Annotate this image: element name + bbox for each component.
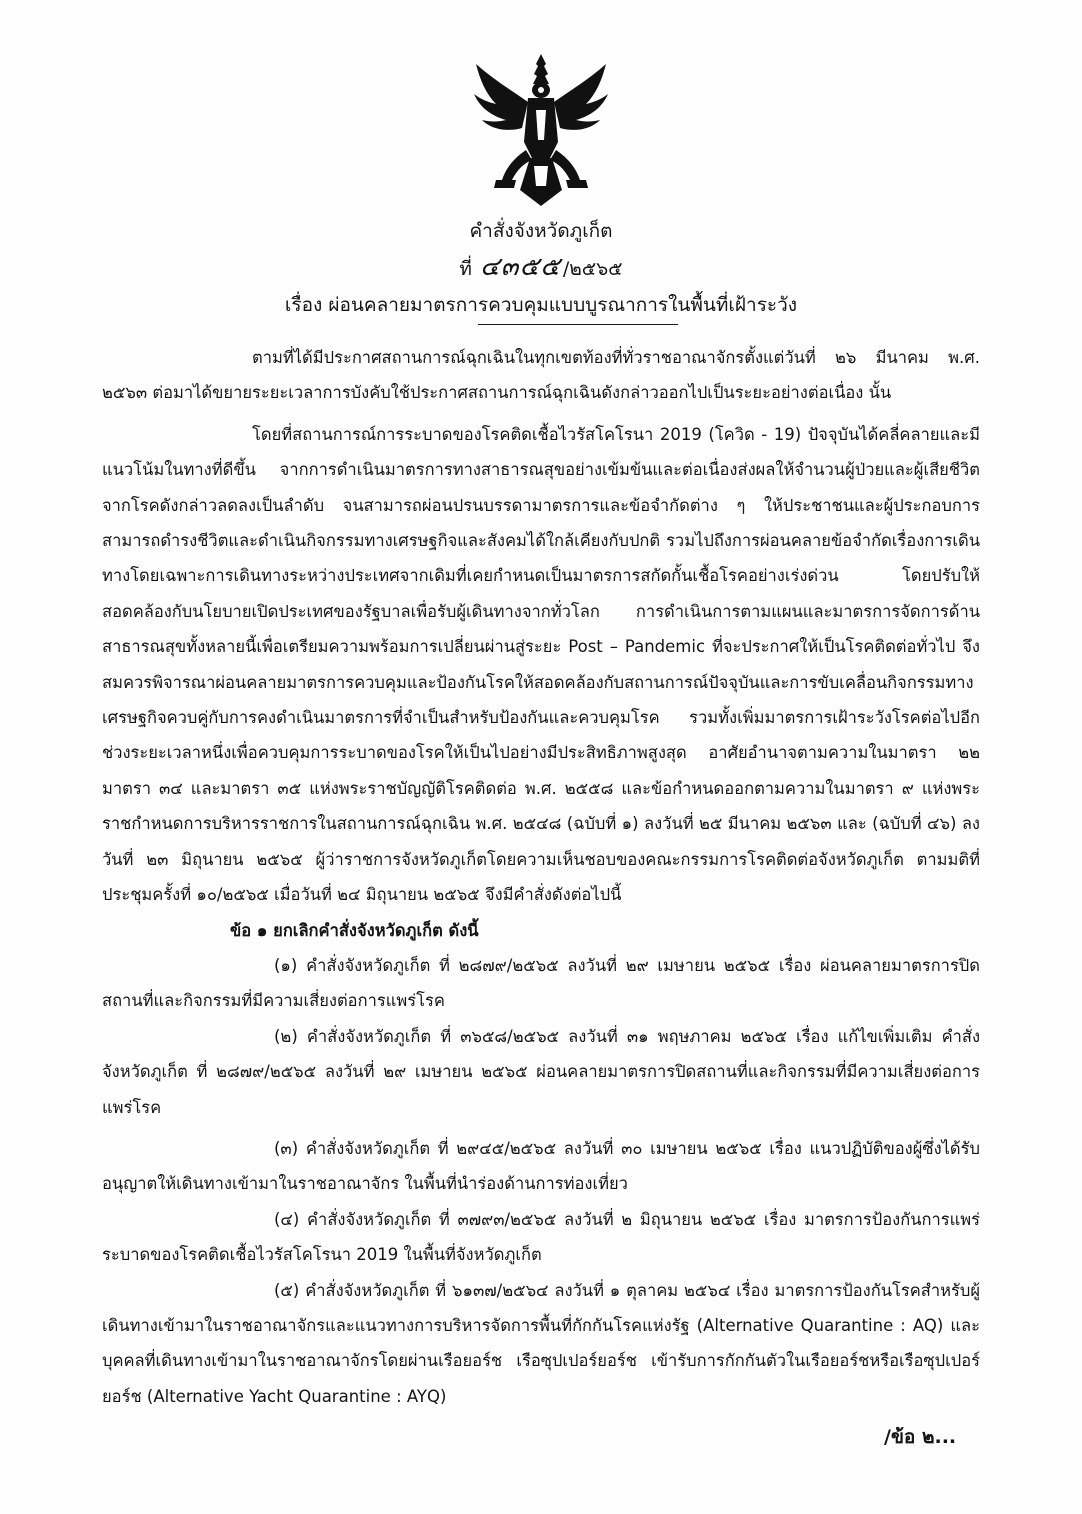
continuation-marker: /ข้อ ๒... bbox=[884, 1426, 957, 1448]
revoked-order-item: (๒) คำสั่งจังหวัดภูเก็ต ที่ ๓๖๕๘/๒๕๖๕ ลงวันที่ ๓๑ พฤษภาคม ๒๕๖๕ เรื่อง แก้ไขเพิ่มเติม คำสั่งจังหวัดภูเก็ต ที่ ๒๘๗๙/๒๕๖๕ ลงวันที่ ๒๙ เมษายน ๒๕๖๕ ผ่อนคลายมาตรการปิดสถานที่และกิจกรรมที่มีความเสี่ยงต่อการแพร่โรค bbox=[102, 1026, 980, 1117]
revoked-order-item: (๕) คำสั่งจังหวัดภูเก็ต ที่ ๖๑๓๗/๒๕๖๔ ลงวันที่ ๑ ตุลาคม ๒๕๖๔ เรื่อง มาตรการป้องกันโรคสำหรับผู้เดินทางเข้ามาในราชอาณาจักรและแนวทางการบริหารจัดการพื้นที่กักกันโรคแห่งรัฐ (Alternative Quarantine : AQ) และบุคคลที่เดินทางเข้ามาในราชอาณาจักรโดยผ่านเรือยอร์ช เรือซุปเปอร์ยอร์ช เข้ารับการกักกันตัวในเรือยอร์ชหรือเรือซุปเปอร์ยอร์ช (Alternative Yacht Quarantine : AYQ) bbox=[102, 1280, 980, 1406]
order-number bbox=[0, 254, 1082, 282]
order-subject: เรื่อง ผ่อนคลายมาตรการควบคุมแบบบูรณาการในพื้นที่เฝ้าระวัง bbox=[284, 294, 798, 316]
garuda-emblem-icon bbox=[466, 50, 616, 210]
order-number-prefix: ที่ bbox=[459, 258, 472, 280]
order-number-handwritten: ๔๓๕๕ bbox=[480, 252, 561, 282]
revoked-order-item: (๑) คำสั่งจังหวัดภูเก็ต ที่ ๒๘๗๙/๒๕๖๕ ลงวันที่ ๒๙ เมษายน ๒๕๖๕ เรื่อง ผ่อนคลายมาตรการปิดสถานที่และกิจกรรมที่มีความเสี่ยงต่อการแพร่โรค bbox=[102, 955, 980, 1011]
clause-1-heading: ข้อ ๑ ยกเลิกคำสั่งจังหวัดภูเก็ต ดังนี้ bbox=[230, 920, 479, 940]
subject-divider bbox=[478, 324, 678, 325]
reasoning-paragraph: โดยที่สถานการณ์การระบาดของโรคติดเชื้อไวรัสโคโรนา 2019 (โควิด - 19) ปัจจุบันได้คลี่คลายและมีแนวโน้มในทางที่ดีขึ้น จากการดำเนินมาตรการทางสาธารณสุขอย่างเข้มข้นและต่อเนื่องส่งผลให้จำนวนผู้ป่วยและผู้เสียชีวิตจากโรคดังกล่าวลดลงเป็นลำดับ จนสามารถผ่อนปรนบรรดามาตรการและข้อจำกัดต่าง ๆ ให้ประชาชนและผู้ประกอบการสามารถดำรงชีวิตและดำเนินกิจกรรมทางเศรษฐกิจและสังคมได้ใกล้เคียงกับปกติ รวมไปถึงการผ่อนคลายข้อจำกัดเรื่องการเดินทางโดยเฉพาะการเดินทางระหว่างประเทศจากเดิมที่เคยกำหนดเป็นมาตรการสกัดกั้นเชื้อโรคอย่างเร่งด่วน โดยปรับให้สอดคล้องกับนโยบายเปิดประเทศของรัฐบาลเพื่อรับผู้เดินทางจากทั่วโลก การดำเนินการตามแผนและมาตรการจัดการด้านสาธารณสุขทั้งหลายนี้เพื่อเตรียมความพร้อมการเปลี่ยนผ่านสู่ระยะ Post – Pandemic ที่จะประกาศให้เป็นโรคติดต่อทั่วไป จึงสมควรพิจารณาผ่อนคลายมาตรการควบคุมและป้องกันโรคให้สอดคล้องกับสถานการณ์ปัจจุบันและการขับเคลื่อนกิจกรรมทางเศรษฐกิจควบคู่กับการคงดำเนินมาตรการที่จำเป็นสำหรับป้องกันและควบคุมโรค รวมทั้งเพิ่มมาตรการเฝ้าระวังโรคต่อไปอีกช่วงระยะเวลาหนึ่งเพื่อควบคุมการระบาดของโรคให้เป็นไปอย่างมีประสิทธิภาพสูงสุด อาศัยอำนาจตามความในมาตรา ๒๒ มาตรา ๓๔ และมาตรา ๓๕ แห่งพระราชบัญญัติโรคติดต่อ พ.ศ. ๒๕๕๘ และข้อกำหนดออกตามความในมาตรา ๙ แห่งพระราชกำหนดการบริหารราชการในสถานการณ์ฉุกเฉิน พ.ศ. ๒๕๔๘ (ฉบับที่ ๑) ลงวันที่ ๒๕ มีนาคม ๒๕๖๓ และ (ฉบับที่ ๔๖) ลงวันที่ ๒๓ มิถุนายน ๒๕๖๕ ผู้ว่าราชการจังหวัดภูเก็ตโดยความเห็นชอบของคณะกรรมการโรคติดต่อจังหวัดภูเก็ต ตามมติที่ประชุมครั้งที่ ๑๐/๒๕๖๕ เมื่อวันที่ ๒๔ มิถุนายน ๒๕๖๕ จึงมีคำสั่งดังต่อไปนี้ bbox=[102, 424, 980, 905]
order-body bbox=[102, 340, 980, 1414]
order-number-suffix: /๒๕๖๕ bbox=[562, 258, 623, 280]
order-title: คำสั่งจังหวัดภูเก็ต bbox=[469, 220, 613, 242]
preamble-paragraph: ตามที่ได้มีประกาศสถานการณ์ฉุกเฉินในทุกเขตท้องที่ทั่วราชอาณาจักรตั้งแต่วันที่ ๒๖ มีนาคม พ.ศ. ๒๕๖๓ ต่อมาได้ขยายระยะเวลาการบังคับใช้ประกาศสถานการณ์ฉุกเฉินดังกล่าวออกไปเป็นระยะอย่างต่อเนื่อง นั้น bbox=[102, 348, 980, 403]
revoked-order-item: (๓) คำสั่งจังหวัดภูเก็ต ที่ ๒๙๔๕/๒๕๖๕ ลงวันที่ ๓๐ เมษายน ๒๕๖๕ เรื่อง แนวปฏิบัติของผู้ซึ่งได้รับอนุญาตให้เดินทางเข้ามาในราชอาณาจักร ในพื้นที่นำร่องด้านการท่องเที่ยว bbox=[102, 1138, 980, 1194]
revoked-order-item: (๔) คำสั่งจังหวัดภูเก็ต ที่ ๓๗๙๓/๒๕๖๕ ลงวันที่ ๒ มิถุนายน ๒๕๖๕ เรื่อง มาตรการป้องกันการแพร่ระบาดของโรคติดเชื้อไวรัสโคโรนา 2019 ในพื้นที่จังหวัดภูเก็ต bbox=[102, 1209, 980, 1265]
